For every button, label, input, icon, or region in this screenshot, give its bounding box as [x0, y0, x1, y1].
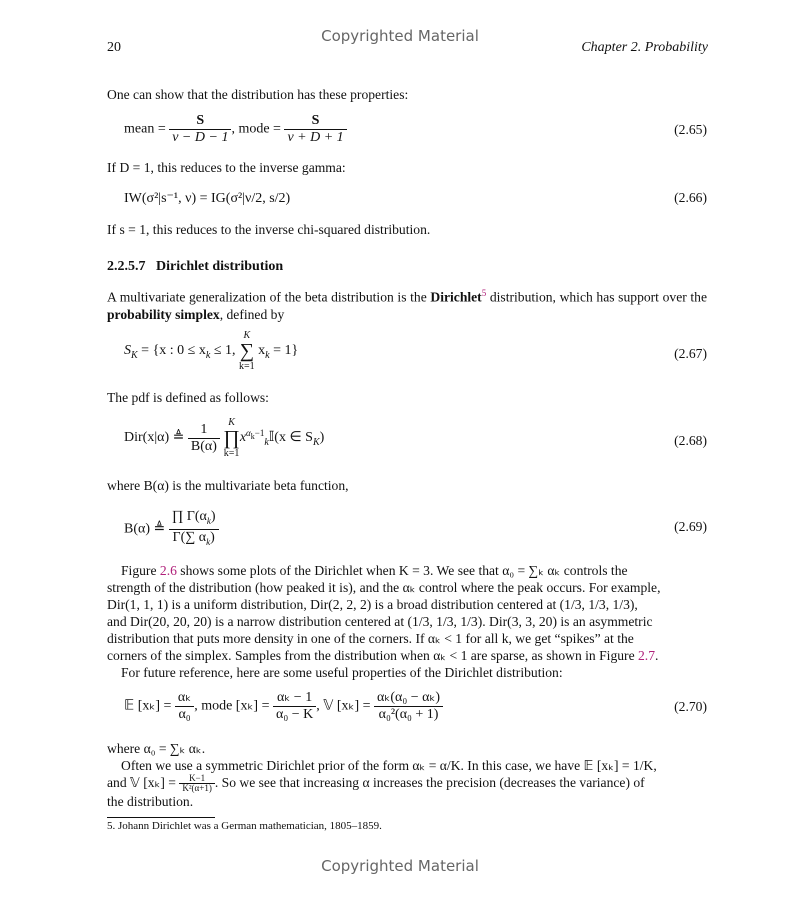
mean-denominator: ν − D − 1 — [172, 130, 229, 145]
simplex-symbol: S — [124, 343, 131, 359]
section-title: Dirichlet distribution — [156, 259, 284, 274]
sum-upper: K — [243, 330, 251, 341]
equation-number-2-69: (2.69) — [674, 519, 707, 534]
paragraph-symmetric-prior — [107, 757, 707, 810]
indicator-end: ) — [319, 430, 325, 446]
fig-line-6: corners of the simplex. Samples from the distribution when αₖ < 1 are sparse, as shown in Figure 2.7. — [107, 648, 659, 663]
equation-number-2-66: (2.66) — [674, 190, 707, 205]
simplex-subscript: K — [131, 350, 138, 362]
mode-fraction-2-70 — [273, 690, 316, 723]
fig-line-4: and Dir(20, 20, 20) is a narrow distribution centered at (1/3, 1/3, 1/3). Dir(3, 3, 20) is an asymmetric — [107, 614, 653, 629]
footnote-rule — [107, 817, 215, 818]
dirichlet-term: Dirichlet — [430, 289, 482, 305]
section-number: 2.2.5.7 — [107, 259, 146, 274]
dirichlet-text-2: distribution, which has support over the — [486, 289, 707, 305]
variance-inline-numerator: K−1 — [179, 774, 214, 784]
mode-numerator: S — [284, 113, 346, 130]
paragraph-d-equals-1: If D = 1, this reduces to the inverse gamma: — [107, 160, 346, 175]
often-line-3: the distribution. — [107, 794, 194, 810]
mode-lhs: , mode [xₖ] = — [194, 698, 270, 714]
fig-line-3: Dir(1, 1, 1) is a uniform distribution, Dir(2, 2, 2) is a broad distribution centered at (1/3, 1/3, 1/3), — [107, 597, 638, 612]
mode-denominator: ν + D + 1 — [287, 130, 344, 145]
mean-fraction — [169, 113, 231, 146]
equation-number-2-68: (2.68) — [674, 433, 707, 448]
mode-2-70-denominator: α₀ − K — [276, 707, 314, 722]
mean-label: mean = — [124, 121, 166, 137]
fig-line-5: distribution that puts more density in one of the corners. If αₖ < 1 for all k, we get “spikes” at the — [107, 631, 634, 646]
variance-inline-denominator: K²(α+1) — [182, 783, 212, 794]
simplex-set-left: = {x : 0 ≤ x — [137, 343, 206, 359]
equation-number-2-65: (2.65) — [674, 122, 707, 137]
paragraph-figure-discussion — [107, 562, 707, 681]
figure-2-7-link[interactable]: 2.7 — [638, 648, 655, 663]
fig-line-2: strength of the distribution (how peaked it is), and the αₖ control where the peak occurs. For example, — [107, 580, 661, 595]
often-line-2: and 𝕍 [xₖ] = $\frac{K-1}{\text{K²(α+1)}}$ . So we see that increasing α increases the precision (decreases the variance) of — [107, 773, 645, 794]
mode-2-70-numerator: αₖ − 1 — [273, 690, 316, 707]
variance-lhs: , 𝕍 [xₖ] = — [316, 698, 371, 714]
equation-number-2-67: (2.67) — [674, 346, 707, 361]
product-lower: k=1 — [223, 448, 240, 459]
paragraph-beta-function: where B(α) is the multivariate beta function, — [107, 478, 349, 493]
normalizer-fraction — [188, 422, 220, 455]
equation-2-70 — [124, 690, 443, 723]
equation-2-66: IW(σ²|s⁻¹, ν) = IG(σ²|ν/2, s/2) — [124, 191, 291, 206]
footnote-marker[interactable]: 5 — [481, 288, 487, 298]
fig-line-1: Figure 2.6 shows some plots of the Dirichlet when K = 3. We see that α₀ = ∑ₖ αₖ controls the — [121, 563, 628, 578]
watermark-top: Copyrighted Material — [321, 27, 479, 45]
variance-fraction — [374, 690, 443, 723]
paragraph-intro: One can show that the distribution has these properties: — [107, 87, 409, 102]
expectation-fraction — [175, 690, 194, 723]
product-operator: K ∏ k=1 — [223, 417, 240, 459]
sum-lower: k=1 — [239, 361, 255, 372]
equation-number-2-70: (2.70) — [674, 699, 707, 714]
product-upper: K — [228, 417, 235, 428]
dirichlet-text-1: A multivariate generalization of the beta distribution is the — [107, 289, 431, 305]
section-heading — [107, 259, 283, 275]
expectation-numerator: αₖ — [175, 690, 194, 707]
often-line-1: Often we use a symmetric Dirichlet prior of the form αₖ = α/K. In this case, we have 𝔼 [xₖ] = 1/K, — [121, 758, 657, 773]
equation-2-68: Dir(x|α) ≜ $\frac{1}{B(\alpha)}$ K ∏ $k=1x^{\alpha_k-1}_k𝕀(x$ ∈ $S_K$) — [124, 417, 325, 459]
page-number: 20 — [107, 40, 121, 55]
watermark-bottom: Copyrighted Material — [321, 857, 479, 875]
simplex-set-end: = 1} — [269, 343, 299, 359]
simplex-set-mid: ≤ 1, — [210, 343, 240, 359]
variance-denominator: α₀²(α₀ + 1) — [378, 707, 439, 722]
mode-fraction — [284, 113, 346, 146]
sum-operator: K ∑ k=1 — [239, 330, 255, 372]
paragraph-dirichlet — [107, 285, 707, 323]
expectation-denominator: α₀ — [178, 707, 191, 722]
running-header: Chapter 2. Probability — [581, 40, 708, 55]
fig-line-7: For future reference, here are some useful properties of the Dirichlet distribution: — [121, 665, 563, 680]
dirichlet-text-3: , defined by — [219, 306, 285, 322]
mean-numerator: S — [169, 113, 231, 130]
probability-simplex-term: probability simplex — [107, 306, 220, 322]
beta-numerator: ∏ $\Gamma(\alpha_k)$ — [169, 509, 219, 530]
simplex-set-right: x — [254, 343, 266, 359]
paragraph-s-equals-1: If s = 1, this reduces to the inverse chi-squared distribution. — [107, 222, 431, 237]
product-exponent: α — [246, 427, 251, 438]
normalizer-denominator: B(α) — [190, 438, 217, 454]
dirichlet-pdf-lhs: Dir(x|α) ≜ — [124, 430, 185, 446]
mode-label: , mode = — [231, 121, 281, 137]
footnote: 5. Johann Dirichlet was a German mathematician, 1805–1859. — [107, 820, 382, 832]
beta-fraction — [169, 509, 219, 550]
product-body: x — [239, 430, 247, 446]
expectation-lhs: 𝔼 [xₖ] = — [124, 698, 172, 714]
beta-denominator: Γ(∑ $\alpha_k$) — [172, 529, 215, 547]
equation-2-67: $S_K = \{x$ : $0 \le x_k \le 1$, K ∑ k=1 $x_k = 1$} — [124, 330, 299, 372]
normalizer-numerator: 1 — [188, 422, 220, 439]
paragraph-pdf: The pdf is defined as follows: — [107, 390, 269, 405]
beta-function-lhs: B(α) ≜ — [124, 521, 166, 537]
figure-2-6-link[interactable]: 2.6 — [159, 563, 177, 578]
indicator-function: 𝕀(x ∈ S — [268, 430, 313, 446]
variance-numerator: αₖ(α₀ − αₖ) — [374, 690, 443, 707]
variance-inline-fraction — [179, 774, 214, 793]
equation-2-65 — [124, 113, 347, 146]
equation-2-69 — [124, 509, 219, 550]
paragraph-where-alpha0: where α₀ = ∑ₖ αₖ. — [107, 741, 206, 756]
